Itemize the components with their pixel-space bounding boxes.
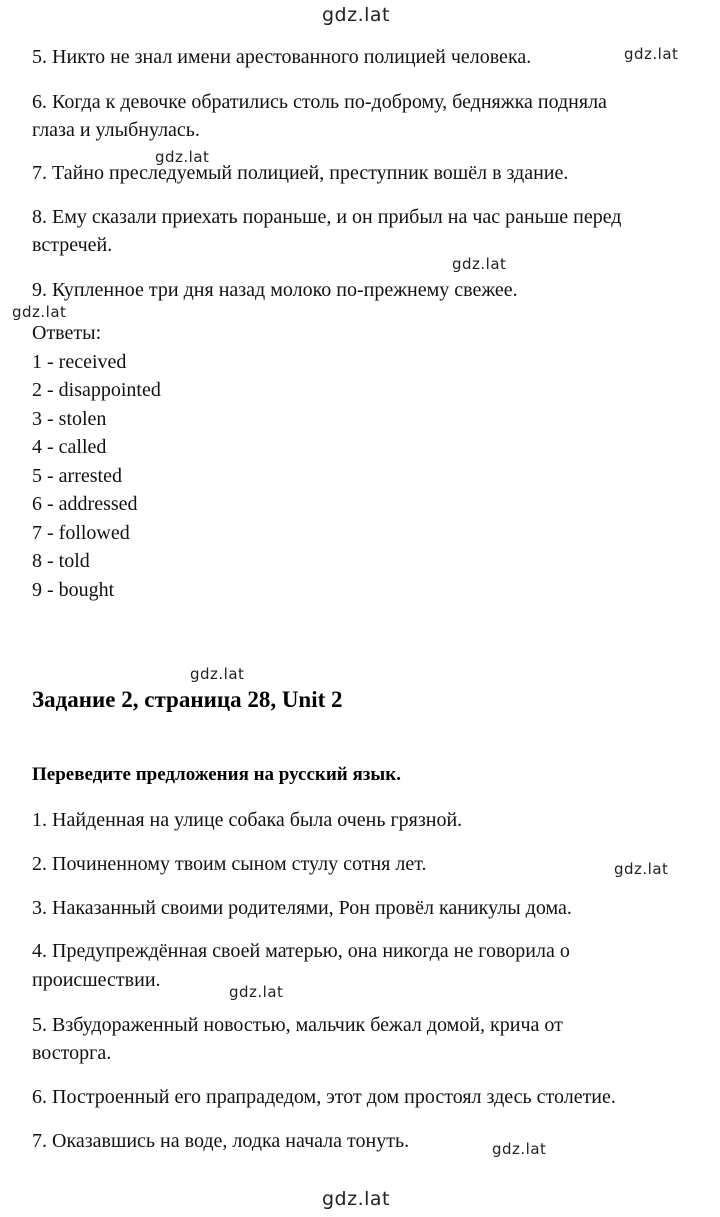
task-sentence-5: 5. Взбудораженный новостью, мальчик бежал домой, крича от <box>32 1014 563 1036</box>
section-title: Задание 2, страница 28, Unit 2 <box>32 687 343 712</box>
task-sentence-2: 2. Починенному твоим сыном стулу сотня лет. <box>32 853 427 875</box>
task-sentence-6: 6. Построенный его прапрадедом, этот дом простоял здесь столетие. <box>32 1086 616 1108</box>
answer-item: 2 - disappointed <box>32 379 161 401</box>
watermark-bottom: gdz.lat <box>322 1188 391 1210</box>
answer-item: 7 - followed <box>32 522 130 544</box>
watermark-top: gdz.lat <box>322 4 391 26</box>
watermark: gdz.lat <box>155 148 210 166</box>
sentence-8: 8. Ему сказали приехать пораньше, и он прибыл на час раньше перед <box>32 206 622 228</box>
sentence-6-cont: глаза и улыбнулась. <box>32 119 200 141</box>
task-sentence-1: 1. Найденная на улице собака была очень грязной. <box>32 809 463 831</box>
task-sentence-3: 3. Наказанный своими родителями, Рон провёл каникулы дома. <box>32 897 572 919</box>
sentence-9: 9. Купленное три дня назад молоко по-прежнему свежее. <box>32 279 518 301</box>
sentence-7: 7. Тайно преследуемый полицией, преступник вошёл в здание. <box>32 162 569 184</box>
answer-item: 3 - stolen <box>32 408 107 430</box>
instruction: Переведите предложения на русский язык. <box>32 764 401 785</box>
sentence-8-cont: встречей. <box>32 234 113 256</box>
task-sentence-7: 7. Оказавшись на воде, лодка начала тонуть. <box>32 1130 410 1152</box>
task-sentence-5-cont: восторга. <box>32 1042 112 1064</box>
watermark: gdz.lat <box>229 983 284 1001</box>
watermark: gdz.lat <box>624 45 679 63</box>
watermark: gdz.lat <box>190 665 245 683</box>
sentence-5: 5. Никто не знал имени арестованного полицией человека. <box>32 46 532 68</box>
answer-item: 4 - called <box>32 436 107 458</box>
watermark: gdz.lat <box>492 1140 547 1158</box>
watermark: gdz.lat <box>452 255 507 273</box>
answer-item: 1 - received <box>32 351 127 373</box>
task-sentence-4-cont: происшествии. <box>32 969 161 991</box>
answer-item: 6 - addressed <box>32 493 138 515</box>
answer-item: 9 - bought <box>32 579 115 601</box>
task-sentence-4: 4. Предупреждённая своей матерью, она никогда не говорила о <box>32 940 570 962</box>
answer-item: 5 - arrested <box>32 465 122 487</box>
watermark: gdz.lat <box>614 860 669 878</box>
answer-item: 8 - told <box>32 550 90 572</box>
answers-title: Ответы: <box>32 322 102 344</box>
watermark: gdz.lat <box>12 303 67 321</box>
sentence-6: 6. Когда к девочке обратились столь по-доброму, бедняжка подняла <box>32 91 607 113</box>
